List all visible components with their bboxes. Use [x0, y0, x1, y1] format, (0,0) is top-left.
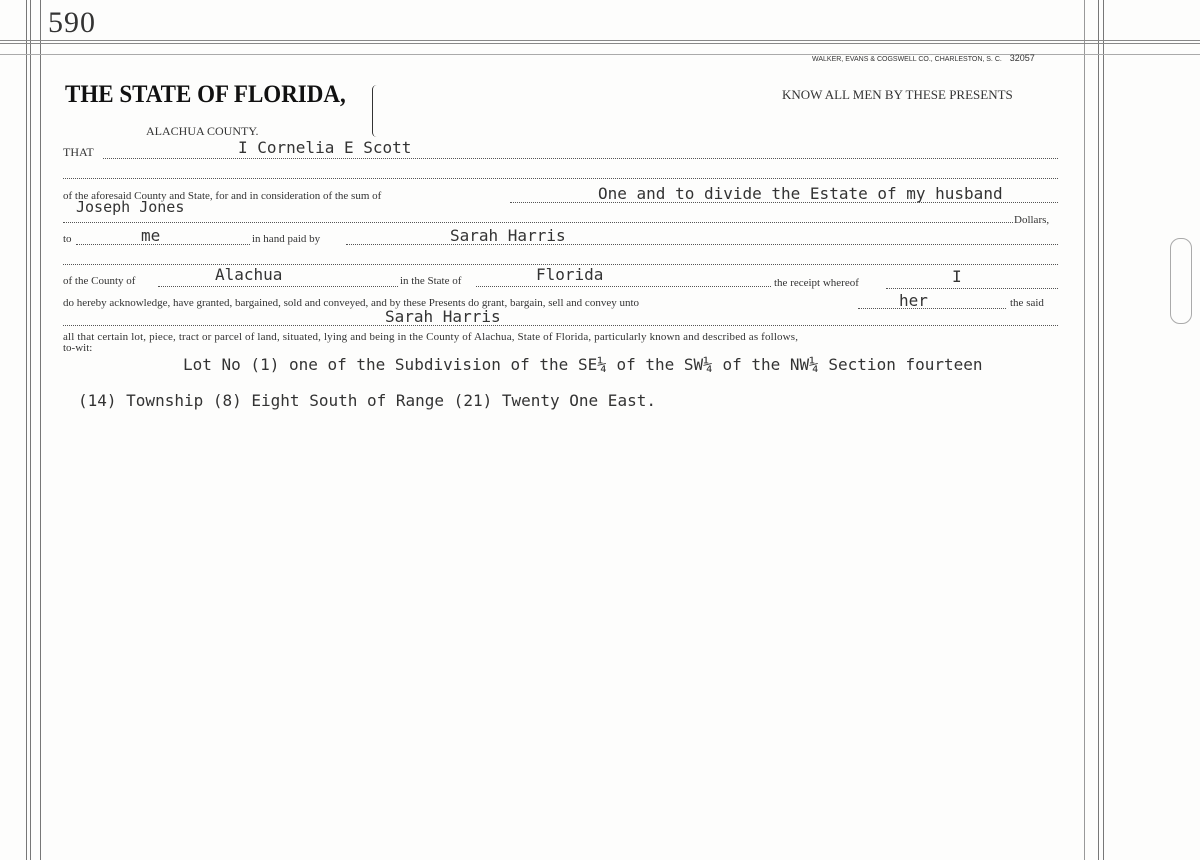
grantor-name: I Cornelia E Scott [238, 138, 412, 157]
blank-line [63, 178, 1058, 179]
to-value: me [141, 226, 161, 245]
printer-name: WALKER, EVANS & COGSWELL CO., CHARLESTON, S. C. [812, 56, 1002, 63]
top-rule [0, 40, 1200, 41]
know-all-men: KNOW ALL MEN BY THESE PRESENTS [782, 87, 1013, 102]
description-line-2: (14) Township (8) Eight South of Range (21) Twenty One East. [78, 391, 656, 410]
county-underline [158, 286, 398, 287]
convey-underline [858, 308, 1006, 309]
left-margin-line [30, 0, 31, 860]
county-heading: ALACHUA COUNTY. [146, 124, 259, 138]
label-dollars: Dollars, [1014, 214, 1050, 226]
label-that: THAT [63, 145, 94, 159]
label-receipt-whereof: the receipt whereof [774, 277, 859, 289]
receipt-underline [886, 288, 1058, 289]
label-state-of: in the State of [400, 275, 462, 287]
to-underline [76, 244, 250, 245]
grantee-value: Sarah Harris [385, 307, 501, 326]
label-in-hand-paid-by: in hand paid by [252, 233, 321, 245]
state-underline [476, 286, 771, 287]
label-county-of: of the County of [63, 275, 136, 287]
label-to: to [63, 233, 72, 245]
description-line-1: Lot No (1) one of the Subdivision of the SE¼ of the SW¼ of the NW¼ Section fourteen [183, 355, 983, 374]
label-aforesaid: of the aforesaid County and State, for and in consideration of the sum of [63, 190, 382, 202]
receipt-value: I [952, 267, 962, 286]
consideration-value: One and to divide the Estate of my husband [598, 184, 1003, 203]
label-acknowledge: do hereby acknowledge, have granted, bargained, sold and conveyed, and by these Presents do grant, bargain, sell and convey unto [63, 297, 640, 309]
grantee-underline [63, 325, 1058, 326]
right-margin-line [1098, 0, 1099, 860]
grantor-underline [103, 158, 1058, 159]
convey-unto-value: her [899, 291, 928, 310]
label-the-said: the said [1010, 297, 1044, 309]
page-number: 590 [48, 6, 96, 39]
brace-mark [372, 85, 381, 137]
right-margin-line [1084, 0, 1085, 860]
form-number: 32057 [1009, 53, 1035, 63]
printer-mark [812, 53, 1035, 63]
left-margin-line [26, 0, 27, 860]
label-to-wit: to-wit: [63, 342, 93, 354]
top-rule [0, 43, 1200, 44]
state-title: THE STATE OF FLORIDA, [65, 81, 346, 108]
right-margin-line [1103, 0, 1104, 860]
left-margin-line [40, 0, 41, 860]
dollars-underline [63, 222, 1013, 223]
binder-hole [1170, 238, 1192, 324]
consideration-continued: Joseph Jones [76, 198, 185, 216]
label-all-that: all that certain lot, piece, tract or parcel of land, situated, lying and being in the County of Alachua, State of Florida, particularly known and described as follows, [63, 331, 799, 343]
county-value: Alachua [215, 265, 283, 284]
state-value: Florida [536, 265, 604, 284]
paid-by-value: Sarah Harris [450, 226, 566, 245]
